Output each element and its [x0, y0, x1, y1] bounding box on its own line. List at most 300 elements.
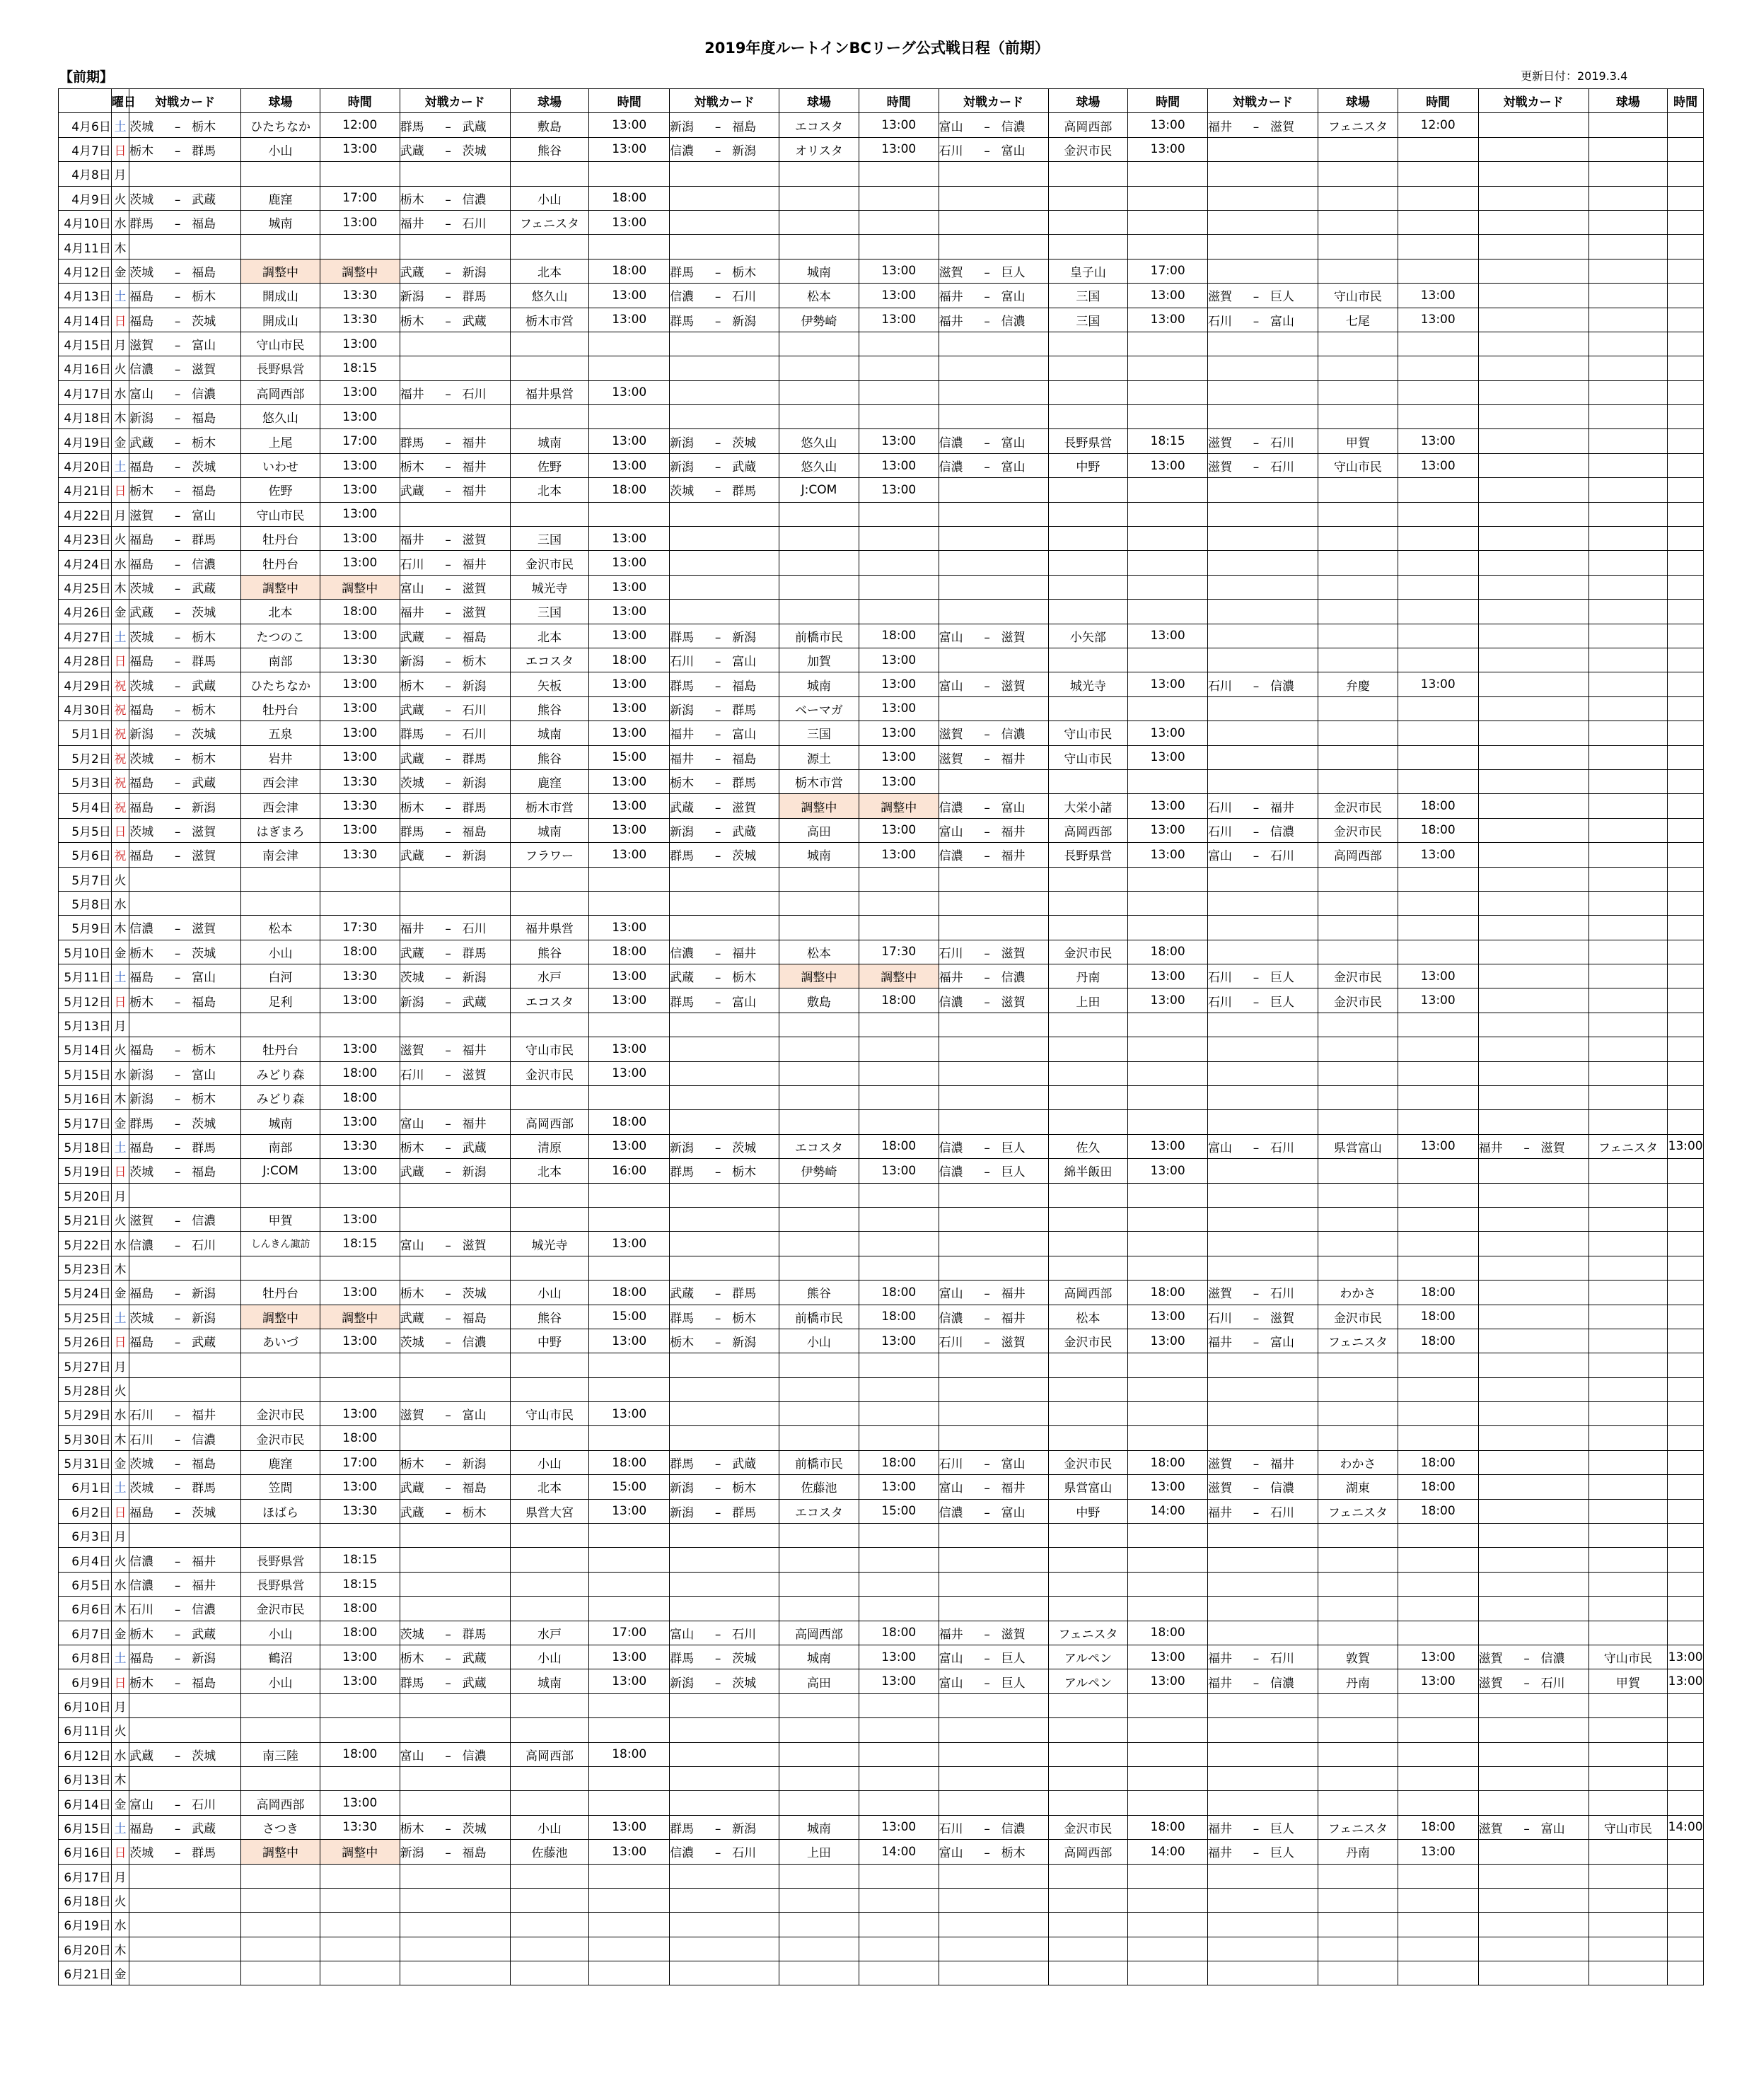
venue-cell: 栃木市営: [510, 794, 589, 818]
venue-cell: 前橋市民: [779, 1305, 859, 1329]
away-team: 福井: [1001, 1481, 1026, 1496]
away-team: 石川: [462, 922, 487, 937]
time-cell: 13:00: [1128, 1159, 1208, 1183]
time-cell: [859, 1524, 939, 1548]
versus-dash: –: [984, 436, 990, 450]
time-cell: [859, 235, 939, 259]
header-cell: 対戦カード: [939, 89, 1048, 113]
versus-dash: –: [1253, 460, 1260, 475]
venue-cell: [779, 1013, 859, 1037]
away-team: 福島: [192, 217, 216, 232]
time-cell: 13:00: [589, 818, 670, 842]
time-cell: [589, 502, 670, 526]
versus-dash: –: [174, 144, 181, 158]
weekday-cell: 火: [111, 1037, 129, 1061]
schedule-row: [59, 478, 1704, 502]
venue-cell: [510, 235, 589, 259]
venue-cell: 守山市民: [1318, 453, 1398, 477]
venue-cell: 高岡西部: [510, 1742, 589, 1766]
home-team: 石川: [1208, 1311, 1233, 1326]
matchup-cell: [129, 1645, 241, 1669]
matchup-cell: [939, 478, 1048, 502]
home-team: 栃木: [400, 192, 424, 207]
matchup-cell: [1478, 1159, 1589, 1183]
versus-dash: –: [714, 946, 721, 961]
away-team: 巨人: [1001, 1165, 1026, 1180]
time-cell: [1668, 210, 1704, 234]
time-cell: 13:00: [320, 551, 400, 575]
time-cell: 13:30: [320, 1815, 400, 1839]
weekday-cell: 水: [111, 551, 129, 575]
time-cell: [1398, 1961, 1478, 1985]
time-cell: [589, 1353, 670, 1377]
matchup-cell: [670, 696, 779, 721]
time-cell: 13:00: [859, 308, 939, 332]
matchup-cell: [1208, 1572, 1318, 1596]
weekday-cell: 金: [111, 1621, 129, 1645]
versus-dash: –: [714, 1165, 721, 1180]
home-team: 福井: [1208, 1505, 1233, 1520]
venue-cell: 水戸: [510, 964, 589, 988]
versus-dash: –: [984, 1821, 990, 1836]
matchup-cell: [939, 940, 1048, 964]
venue-cell: 小山: [510, 1645, 589, 1669]
venue-cell: [1589, 551, 1668, 575]
venue-cell: [1318, 891, 1398, 915]
away-team: 巨人: [1270, 995, 1295, 1010]
venue-cell: [1589, 1499, 1668, 1523]
home-team: 福島: [129, 460, 154, 475]
time-cell: 18:00: [1398, 1499, 1478, 1523]
time-cell: [1398, 1864, 1478, 1888]
venue-cell: 守山市民: [1048, 721, 1128, 745]
time-cell: [1128, 478, 1208, 502]
home-team: 滋賀: [1478, 1676, 1503, 1691]
schedule-row: [59, 1669, 1704, 1693]
time-cell: [859, 527, 939, 551]
time-cell: [589, 1377, 670, 1401]
matchup-cell: [129, 1840, 241, 1864]
venue-cell: 上尾: [241, 429, 320, 453]
matchup-cell: [129, 1281, 241, 1305]
matchup-cell: [670, 1232, 779, 1256]
matchup-cell: [400, 186, 510, 210]
matchup-cell: [939, 1621, 1048, 1645]
venue-cell: [510, 891, 589, 915]
time-cell: 13:00: [589, 453, 670, 477]
date-cell: 6月19日: [59, 1913, 112, 1937]
weekday-cell: 祝: [111, 721, 129, 745]
time-cell: 18:00: [1398, 818, 1478, 842]
venue-cell: 小山: [241, 940, 320, 964]
venue-cell: [1318, 600, 1398, 624]
venue-cell: [1589, 1524, 1668, 1548]
away-team: 巨人: [1270, 1821, 1295, 1836]
matchup-cell: [1478, 1864, 1589, 1888]
matchup-cell: [1208, 1961, 1318, 1985]
time-cell: [1128, 600, 1208, 624]
matchup-cell: [1208, 1329, 1318, 1353]
home-team: 武蔵: [400, 752, 424, 766]
matchup-cell: [670, 1305, 779, 1329]
home-team: 信濃: [939, 1165, 963, 1180]
date-cell: 4月27日: [59, 624, 112, 648]
home-team: 石川: [1208, 679, 1233, 694]
matchup-cell: [129, 527, 241, 551]
matchup-cell: [939, 210, 1048, 234]
away-team: 茨城: [732, 1652, 757, 1667]
away-team: 栃木: [192, 119, 216, 134]
date-cell: 6月6日: [59, 1597, 112, 1621]
matchup-cell: [400, 818, 510, 842]
venue-cell: [1589, 259, 1668, 283]
date-cell: 5月15日: [59, 1061, 112, 1085]
home-team: 新潟: [400, 995, 424, 1010]
matchup-cell: [400, 405, 510, 429]
date-cell: 4月13日: [59, 284, 112, 308]
matchup-cell: [1478, 1256, 1589, 1280]
versus-dash: –: [714, 436, 721, 450]
time-cell: [589, 1183, 670, 1207]
venue-cell: [1318, 1037, 1398, 1061]
versus-dash: –: [714, 1505, 721, 1520]
matchup-cell: [129, 1232, 241, 1256]
away-team: 福井: [462, 1044, 487, 1058]
matchup-cell: [1478, 1377, 1589, 1401]
away-team: 群馬: [462, 946, 487, 961]
matchup-cell: [129, 1013, 241, 1037]
time-cell: 13:00: [589, 1329, 670, 1353]
venue-cell: 甲賀: [1318, 429, 1398, 453]
time-cell: 調整中: [320, 259, 400, 283]
home-team: 滋賀: [1208, 436, 1233, 450]
weekday-cell: 木: [111, 235, 129, 259]
versus-dash: –: [984, 460, 990, 475]
time-cell: [1128, 1207, 1208, 1231]
venue-cell: [241, 1524, 320, 1548]
weekday-cell: 月: [111, 1864, 129, 1888]
time-cell: 18:00: [859, 1450, 939, 1474]
versus-dash: –: [714, 824, 721, 839]
matchup-cell: [939, 1061, 1048, 1085]
venue-cell: 高田: [779, 1669, 859, 1693]
matchup-cell: [670, 1329, 779, 1353]
venue-cell: [1589, 113, 1668, 137]
time-cell: 13:00: [589, 575, 670, 599]
time-cell: 16:00: [589, 1159, 670, 1183]
home-team: 石川: [939, 144, 963, 158]
matchup-cell: [400, 1207, 510, 1231]
venue-cell: [779, 891, 859, 915]
time-cell: [859, 916, 939, 940]
home-team: 武蔵: [129, 606, 154, 621]
away-team: 信濃: [462, 192, 487, 207]
time-cell: [1128, 1256, 1208, 1280]
matchup-cell: [1478, 1110, 1589, 1134]
weekday-cell: 金: [111, 940, 129, 964]
venue-cell: [1048, 1110, 1128, 1134]
venue-cell: [241, 1183, 320, 1207]
venue-cell: [1589, 1232, 1668, 1256]
venue-cell: フェニスタ: [1318, 1815, 1398, 1839]
time-cell: 18:00: [320, 940, 400, 964]
time-cell: [859, 1426, 939, 1450]
venue-cell: [1318, 1693, 1398, 1717]
matchup-cell: [670, 1450, 779, 1474]
home-team: 福島: [129, 655, 154, 670]
time-cell: 13:00: [320, 1329, 400, 1353]
venue-cell: [779, 527, 859, 551]
venue-cell: [1048, 405, 1128, 429]
time-cell: [1398, 745, 1478, 769]
away-team: 群馬: [732, 1287, 757, 1302]
matchup-cell: [129, 600, 241, 624]
time-cell: [1668, 916, 1704, 940]
matchup-cell: [400, 575, 510, 599]
schedule-row: [59, 1621, 1704, 1645]
home-team: 武蔵: [400, 1311, 424, 1326]
venue-cell: 七尾: [1318, 308, 1398, 332]
venue-cell: [1589, 1718, 1668, 1742]
home-team: 群馬: [400, 436, 424, 450]
venue-cell: 高岡西部: [510, 1110, 589, 1134]
away-team: 石川: [462, 728, 487, 742]
away-team: 武蔵: [192, 192, 216, 207]
venue-cell: [1589, 1693, 1668, 1717]
matchup-cell: [939, 600, 1048, 624]
away-team: 滋賀: [462, 606, 487, 621]
versus-dash: –: [1253, 800, 1260, 815]
venue-cell: 小山: [241, 137, 320, 161]
weekday-cell: 日: [111, 478, 129, 502]
venue-cell: [510, 1597, 589, 1621]
home-team: 滋賀: [1208, 1481, 1233, 1496]
venue-cell: [779, 1207, 859, 1231]
away-team: 福島: [192, 1165, 216, 1180]
time-cell: [1668, 162, 1704, 186]
venue-cell: 清原: [510, 1134, 589, 1158]
versus-dash: –: [984, 946, 990, 961]
home-team: 栃木: [129, 946, 154, 961]
matchup-cell: [129, 1037, 241, 1061]
venue-cell: [241, 1937, 320, 1961]
matchup-cell: [939, 988, 1048, 1013]
time-cell: 18:00: [1398, 1815, 1478, 1839]
venue-cell: 高岡西部: [1048, 1840, 1128, 1864]
venue-cell: 北本: [510, 624, 589, 648]
venue-cell: 甲賀: [241, 1207, 320, 1231]
venue-cell: [241, 1961, 320, 1985]
weekday-cell: 月: [111, 1013, 129, 1037]
venue-cell: 南部: [241, 1134, 320, 1158]
matchup-cell: [400, 1815, 510, 1839]
versus-dash: –: [984, 1505, 990, 1520]
venue-cell: [1589, 478, 1668, 502]
home-team: 茨城: [129, 192, 154, 207]
versus-dash: –: [984, 1165, 990, 1180]
matchup-cell: [129, 1353, 241, 1377]
time-cell: 18:00: [1398, 1450, 1478, 1474]
matchup-cell: [129, 1524, 241, 1548]
home-team: 新潟: [129, 412, 154, 426]
time-cell: [320, 162, 400, 186]
venue-cell: 湖東: [1318, 1475, 1398, 1499]
time-cell: 13:00: [320, 332, 400, 356]
venue-cell: [1318, 940, 1398, 964]
time-cell: [859, 1572, 939, 1596]
date-cell: 4月8日: [59, 162, 112, 186]
time-cell: 13:00: [320, 527, 400, 551]
time-cell: [859, 1742, 939, 1766]
matchup-cell: [939, 818, 1048, 842]
venue-cell: [1589, 600, 1668, 624]
versus-dash: –: [174, 1165, 181, 1180]
time-cell: [1398, 502, 1478, 526]
time-cell: [859, 600, 939, 624]
versus-dash: –: [445, 1481, 451, 1496]
away-team: 群馬: [192, 1141, 216, 1155]
matchup-cell: [400, 988, 510, 1013]
venue-cell: [1048, 1183, 1128, 1207]
time-cell: 13:00: [859, 672, 939, 696]
venue-cell: 南三陸: [241, 1742, 320, 1766]
header-cell: 時間: [1668, 89, 1704, 113]
versus-dash: –: [984, 144, 990, 158]
schedule-row: [59, 332, 1704, 356]
versus-dash: –: [984, 314, 990, 329]
away-team: 福井: [1001, 1287, 1026, 1302]
away-team: 石川: [1270, 436, 1295, 450]
venue-cell: 城南: [510, 429, 589, 453]
schedule-row: [59, 1232, 1704, 1256]
home-team: 栃木: [400, 1457, 424, 1472]
time-cell: [859, 332, 939, 356]
time-cell: [1398, 1159, 1478, 1183]
matchup-cell: [129, 1377, 241, 1401]
time-cell: [1398, 1402, 1478, 1426]
versus-dash: –: [445, 387, 451, 402]
versus-dash: –: [174, 1554, 181, 1569]
venue-cell: [1589, 1305, 1668, 1329]
versus-dash: –: [445, 606, 451, 621]
home-team: 福井: [939, 290, 963, 305]
matchup-cell: [939, 1766, 1048, 1790]
away-team: 富山: [1001, 1505, 1026, 1520]
away-team: 富山: [732, 995, 757, 1010]
home-team: 信濃: [129, 1579, 154, 1594]
time-cell: 18:15: [320, 1548, 400, 1572]
time-cell: [320, 1353, 400, 1377]
venue-cell: [1048, 162, 1128, 186]
date-cell: 4月19日: [59, 429, 112, 453]
time-cell: [859, 162, 939, 186]
matchup-cell: [1208, 867, 1318, 891]
time-cell: [589, 1013, 670, 1037]
schedule-row: [59, 1475, 1704, 1499]
home-team: 群馬: [129, 217, 154, 232]
time-cell: 14:00: [1128, 1499, 1208, 1523]
venue-cell: 松本: [779, 940, 859, 964]
time-cell: [1668, 1913, 1704, 1937]
venue-cell: [779, 1718, 859, 1742]
venue-cell: [1318, 356, 1398, 380]
matchup-cell: [129, 964, 241, 988]
home-team: 新潟: [129, 1068, 154, 1083]
versus-dash: –: [174, 387, 181, 402]
matchup-cell: [1478, 1281, 1589, 1305]
time-cell: [1128, 1572, 1208, 1596]
venue-cell: 岩井: [241, 745, 320, 769]
venue-cell: 牡丹台: [241, 551, 320, 575]
venue-cell: ひたちなか: [241, 113, 320, 137]
matchup-cell: [939, 1426, 1048, 1450]
venue-cell: [241, 1864, 320, 1888]
time-cell: 18:00: [320, 1597, 400, 1621]
home-team: 福井: [1208, 1846, 1233, 1861]
time-cell: 13:00: [1398, 672, 1478, 696]
venue-cell: 西会津: [241, 794, 320, 818]
venue-cell: 高岡西部: [1048, 1281, 1128, 1305]
time-cell: [1668, 696, 1704, 721]
versus-dash: –: [174, 1214, 181, 1229]
venue-cell: [510, 1353, 589, 1377]
time-cell: [1398, 1597, 1478, 1621]
weekday-cell: 土: [111, 1645, 129, 1669]
time-cell: [859, 1061, 939, 1085]
time-cell: [1398, 1742, 1478, 1766]
matchup-cell: [1208, 1913, 1318, 1937]
venue-cell: 県営富山: [1048, 1475, 1128, 1499]
matchup-cell: [129, 1499, 241, 1523]
time-cell: [1668, 405, 1704, 429]
time-cell: [589, 1572, 670, 1596]
schedule-row: [59, 696, 1704, 721]
away-team: 信濃: [462, 1336, 487, 1351]
home-team: 信濃: [939, 1311, 963, 1326]
matchup-cell: [400, 1499, 510, 1523]
time-cell: [1128, 1402, 1208, 1426]
matchup-cell: [400, 867, 510, 891]
time-cell: [1398, 137, 1478, 161]
time-cell: [1668, 1183, 1704, 1207]
header-cell: 対戦カード: [129, 89, 241, 113]
venue-cell: 綿半飯田: [1048, 1159, 1128, 1183]
time-cell: [1668, 1086, 1704, 1110]
venue-cell: 金沢市民: [1048, 1329, 1128, 1353]
time-cell: [1128, 1353, 1208, 1377]
venue-cell: 矢板: [510, 672, 589, 696]
time-cell: [1398, 186, 1478, 210]
matchup-cell: [400, 1888, 510, 1912]
matchup-cell: [670, 356, 779, 380]
matchup-cell: [1478, 1305, 1589, 1329]
venue-cell: [1048, 356, 1128, 380]
update-date: 更新日付：2019.3.4: [1521, 69, 1628, 83]
versus-dash: –: [174, 290, 181, 305]
home-team: 武蔵: [670, 1287, 695, 1302]
time-cell: [320, 1766, 400, 1790]
matchup-cell: [1208, 380, 1318, 404]
time-cell: 18:00: [1128, 1815, 1208, 1839]
versus-dash: –: [1253, 1457, 1260, 1472]
away-team: 富山: [192, 508, 216, 523]
time-cell: 13:30: [320, 1134, 400, 1158]
venue-cell: ベーマガ: [779, 696, 859, 721]
matchup-cell: [1478, 575, 1589, 599]
away-team: 石川: [192, 1797, 216, 1812]
venue-cell: 源土: [779, 745, 859, 769]
venue-cell: [1589, 624, 1668, 648]
